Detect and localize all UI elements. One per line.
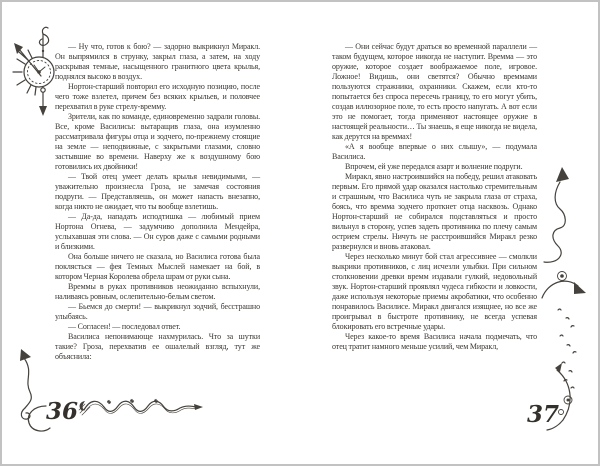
spiral-arrow-trail-ornament-icon <box>538 152 598 392</box>
paragraph: Через несколько минут бой стал агрессивнее — смолкли выкрики противников, с лиц исчезли улыбки. При сильном столкновении древки времм издавали гулкий, недовольный звук. Нортон-старший проявлял чудеса гибкости и ловкости, даже используя некоторые приемы акробатики, что особенно понравилось Василисе. Миракл двигался изящнее, но все же проигрывал в быстроте противнику, не всегда успевая блокировать его встречные удары. <box>332 252 537 331</box>
left-page-text <box>55 42 260 362</box>
paragraph: — Твой отец умеет делать крылья невидимыми, — уважительно произнесла Гроза, не замечая состояния подруги. — Представляешь, он может напасть внезапно, когда никто не ожидает, что ты вообще взлетишь. <box>55 172 260 211</box>
paragraph: «А я вообще впервые о них слышу», — подумала Василиса. <box>332 142 537 161</box>
right-page-number: 37 <box>527 401 560 428</box>
wavy-divider-arrow-icon <box>76 397 204 419</box>
paragraph: Нортон-старший повторил его исходную позицию, после чего тоже взлетел, причем без всяких крыльев, и половчее перехватил в руке стрелу-времму. <box>55 82 260 111</box>
paragraph: — Согласен! — последовал ответ. <box>68 322 181 331</box>
paragraph: Времмы в руках противников неожиданно вспыхнули, наливаясь ровным, ослепительно-белым светом. <box>55 282 260 301</box>
paragraph: Впрочем, ей уже передался азарт и волнение подруги. <box>345 162 523 171</box>
paragraph: Зрители, как по команде, единовременно задрали головы. Все, кроме Василисы: вытаращив глаза, она изумленно рассматривала фигуры отца и зодчего, по-прежнему стоящие на земле — неподвижные, с закрытыми глазами, словно застывшие во времени. Наверху же к воздушному бою готовились их двойники! <box>55 112 260 171</box>
paragraph: — Ну что, готов к бою? — задорно выкрикнул Миракл. Он выпрямился в струнку, закрыл глаза, а затем, на ходу раскрывая темные, насыщенного гранитного цвета крылья, поднялся высоко в воздух. <box>55 42 260 81</box>
paragraph: Василиса непонимающе нахмурилась. Что за шутки такие? Гроза, перехватив ее ошалелый взгляд, тут же объяснила: <box>55 332 260 361</box>
paragraph: Миракл, явно настроившийся на победу, решил атаковать первым. Его прямой удар оказался настолько стремительным и страшным, что Василиса чуть не закрыла глаза от страха, боясь, что времма зодчего проткнет отца насквозь. Однако Нортон-старший не собирался подставляться и просто вильнул в сторону, успев задеть противника по плечу самым острием стрелы. Ничуть не расстроившийся Миракл резко развернулся и вновь атаковал. <box>332 172 537 251</box>
paragraph: — Бьемся до смерти! — выкрикнул зодчий, бесстрашно улыбаясь. <box>55 302 260 321</box>
paragraph: — Да-да, нападать исподтишка — любимый прием Нортона Огнева, — задумчиво дополнила Мендейра, услыхавшая эти слова. — Он суров даже с самыми родными и близкими. <box>55 212 260 251</box>
right-page-text <box>332 42 537 352</box>
paragraph: Она больше ничего не сказала, но Василиса готова была поклясться — фея Темных Мыслей намекает на бой, в котором Черная Королева обрела шрам от руки сына. <box>55 252 260 281</box>
left-page-number: 36 <box>46 398 79 425</box>
paragraph: Через какое-то время Василиса начала подмечать, что отец тратит намного меньше усилий, чем Миракл, <box>332 332 537 351</box>
paragraph: — Они сейчас будут драться во временной параллели — таком будущем, которое никогда не наступит. Времма — это оружие, которое создает воображаемое поле, игровое. Ложное! Видишь, они светятся? Обычно времмами пользуются стражники, охранники. Скажем, если кто-то попытается без спроса пересечь границу, то его могут убить, создав иллюзорное поле, то есть просто напугать. А вот если это не помогает, тогда применяют настоящее оружие в настоящей реальности… Ты знаешь, я еще никогда не видела, как дерутся на времмах! <box>332 42 537 141</box>
